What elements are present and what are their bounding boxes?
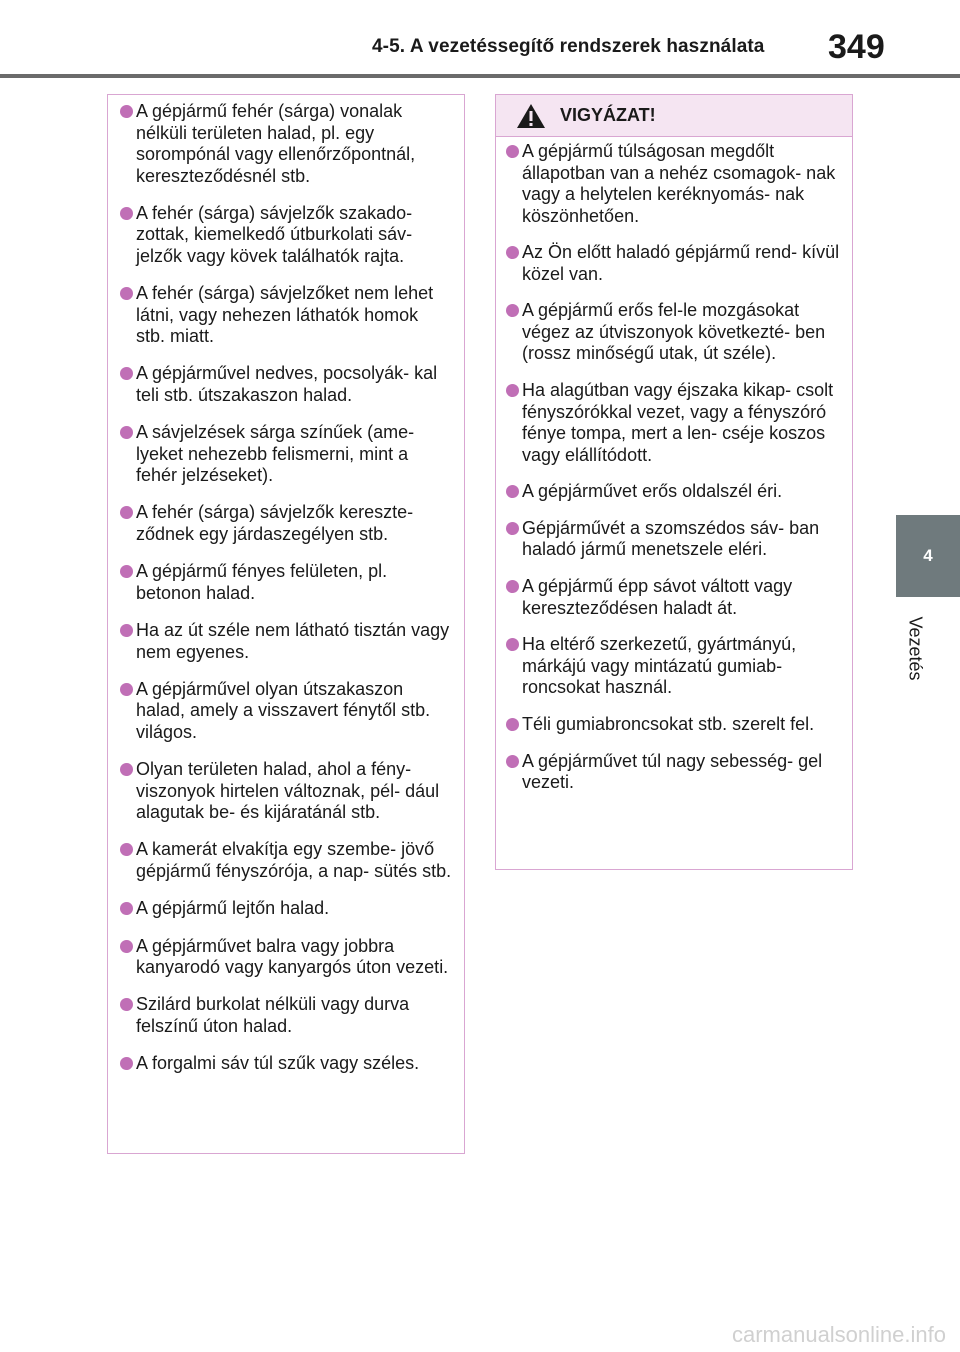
header-divider (0, 74, 960, 78)
warning-title: VIGYÁZAT! (560, 105, 656, 125)
conditions-list (122, 101, 452, 1075)
bullet-dot-icon (120, 506, 133, 519)
list-item (122, 203, 452, 268)
list-item (122, 898, 452, 920)
list-item-text: Ha az út széle nem látható tisztán vagy nem egyenes. (136, 620, 450, 662)
chapter-tab[interactable] (896, 515, 960, 597)
list-item-text: A forgalmi sáv túl szűk vagy széles. (136, 1053, 420, 1074)
conditions-box (107, 94, 465, 1154)
list-item (508, 141, 840, 227)
bullet-dot-icon (506, 755, 519, 768)
list-item-text: A fehér (sárga) sávjelzőket nem lehet látni, vagy nehezen láthatók homok stb. miatt. (136, 283, 434, 347)
bullet-dot-icon (506, 718, 519, 731)
bullet-dot-icon (506, 145, 519, 158)
bullet-dot-icon (120, 683, 133, 696)
chapter-label-text: Vezetés (905, 615, 926, 681)
list-item-text: Olyan területen halad, ahol a fény- viszonyok hirtelen változnak, pél- dául alagutak be- és kijáratánál stb. (136, 759, 440, 823)
list-item-text: A gépjármű épp sávot váltott vagy kereszteződésen haladt át. (522, 576, 793, 618)
bullet-dot-icon (120, 105, 133, 118)
list-item-text: A gépjárművet túl nagy sebesség- gel vezeti. (522, 750, 823, 793)
bullet-dot-icon (120, 565, 133, 578)
list-item (122, 620, 452, 663)
list-item (508, 380, 840, 466)
list-item (122, 502, 452, 545)
bullet-dot-icon (506, 485, 519, 498)
list-item (122, 839, 452, 882)
list-item (122, 561, 452, 604)
list-item (122, 422, 452, 487)
list-item-text: A gépjármű túlságosan megdőlt állapotban van a nehéz csomagok- nak vagy a helytelen keréknyomás- nak köszönhetően. (522, 141, 836, 226)
list-item (508, 242, 840, 285)
bullet-dot-icon (120, 843, 133, 856)
list-item-text: A sávjelzések sárga színűek (ame- lyeket nehezebb felismerni, mint a fehér jelzéseket). (136, 422, 415, 486)
list-item (122, 363, 452, 406)
list-item (508, 300, 840, 365)
bullet-dot-icon (506, 384, 519, 397)
section-title: 4-5. A vezetéssegítő rendszerek használata (372, 36, 765, 57)
list-item-text: A gépjárművet erős oldalszél éri. (522, 481, 783, 502)
list-item-text: A fehér (sárga) sávjelzők kereszte- ződnek egy járdaszegélyen stb. (136, 502, 414, 544)
list-item (122, 1053, 452, 1075)
list-item (122, 936, 452, 979)
list-item (508, 634, 840, 699)
list-item-text: A kamerát elvakítja egy szembe- jövő gépjármű fényszórója, a nap- sütés stb. (136, 839, 452, 881)
warning-list (508, 141, 840, 794)
list-item-text: A gépjárművet balra vagy jobbra kanyarodó vagy kanyargós úton vezeti. (136, 935, 449, 978)
list-item-text: Ha alagútban vagy éjszaka kikap- csolt fényszórókkal vezet, vagy a fényszóró fénye tompa, mert a len- cséje koszos vagy elállítódott. (522, 380, 834, 465)
bullet-dot-icon (506, 246, 519, 259)
bullet-dot-icon (120, 624, 133, 637)
bullet-dot-icon (120, 367, 133, 380)
list-item-text: A fehér (sárga) sávjelzők szakado- zottak, kiemelkedő útburkolati sáv- jelzők vagy kövek találhatók rajta. (136, 202, 413, 266)
list-item (508, 481, 840, 503)
warning-header (496, 95, 852, 137)
warning-triangle-icon (516, 103, 546, 129)
bullet-dot-icon (120, 426, 133, 439)
list-item-text: Gépjárművét a szomszédos sáv- ban haladó jármű menetszele eléri. (522, 517, 820, 560)
list-item-text: A gépjármű erős fel-le mozgásokat végez az útviszonyok következté- ben (rossz minőségű utak, út széle). (522, 300, 826, 364)
list-item (122, 679, 452, 744)
list-item-text: Téli gumiabroncsokat stb. szerelt fel. (522, 714, 815, 734)
bullet-dot-icon (120, 998, 133, 1011)
bullet-dot-icon (120, 207, 133, 220)
bullet-dot-icon (120, 287, 133, 300)
list-item-text: A gépjármű lejtőn halad. (136, 898, 330, 919)
list-item-text: Az Ön előtt haladó gépjármű rend- kívül közel van. (522, 242, 840, 284)
list-item (122, 283, 452, 348)
bullet-dot-icon (120, 763, 133, 776)
list-item (508, 576, 840, 619)
chapter-number: 4 (923, 546, 933, 565)
chapter-label (895, 610, 935, 686)
list-item (508, 751, 840, 794)
list-item-text: A gépjármű fényes felületen, pl. betonon halad. (136, 561, 388, 603)
bullet-dot-icon (120, 1057, 133, 1070)
list-item (122, 101, 452, 187)
page-number: 349 (828, 28, 885, 66)
bullet-dot-icon (120, 940, 133, 953)
warning-box (495, 94, 853, 870)
list-item (508, 518, 840, 561)
list-item-text: A gépjármű fehér (sárga) vonalak nélküli területen halad, pl. egy sorompónál vagy ellenőrzőpontnál, kereszteződésnél stb. (136, 101, 416, 186)
watermark: carmanualsonline.info (731, 1322, 946, 1347)
list-item-text: Szilárd burkolat nélküli vagy durva felszínű úton halad. (136, 994, 410, 1036)
list-item (122, 759, 452, 824)
list-item-text: A gépjárművel olyan útszakaszon halad, amely a visszavert fénytől stb. világos. (136, 678, 431, 742)
bullet-dot-icon (506, 522, 519, 535)
list-item (122, 994, 452, 1037)
list-item-text: Ha eltérő szerkezetű, gyártmányú, márkájú vagy mintázatú gumiab- roncsokat használ. (522, 634, 797, 698)
list-item-text: A gépjárművel nedves, pocsolyák- kal teli stb. útszakaszon halad. (136, 363, 438, 405)
bullet-dot-icon (506, 580, 519, 593)
list-item (508, 714, 840, 736)
bullet-dot-icon (506, 304, 519, 317)
bullet-dot-icon (506, 638, 519, 651)
bullet-dot-icon (120, 902, 133, 915)
